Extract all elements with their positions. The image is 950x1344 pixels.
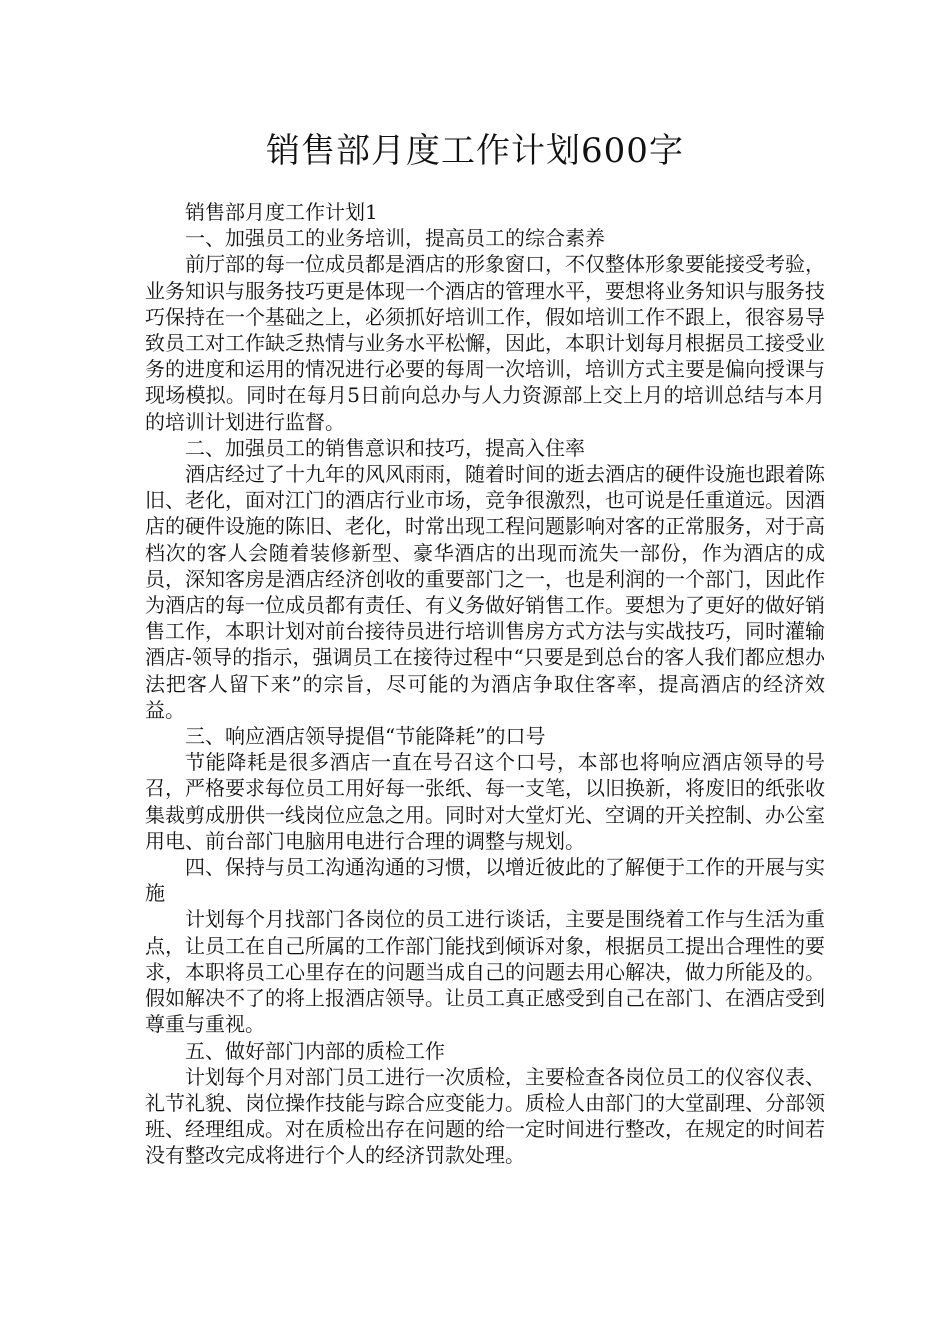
paragraph-3: 节能降耗是很多酒店一直在号召这个口号，本部也将响应酒店领导的号召，严格要求每位员工用好每一张纸、每一支笔，以旧换新，将废旧的纸张收集裁剪成册供一线岗位应急之用。同时对大堂灯光、空调的开关控制、办公室用电、前台部门电脑用电进行合理的调整与规划。	[145, 750, 825, 853]
section-heading-3: 三、响应酒店领导提倡“节能降耗”的口号	[185, 724, 546, 749]
paragraph-4: 计划每个月找部门各岗位的员工进行谈话，主要是围绕着工作与生活为重点，让员工在自己所属的工作部门能找到倾诉对象，根据员工提出合理性的要求，本职将员工心里存在的问题当成自己的问题去用心解决，做力所能及的。假如解决不了的将上报酒店领导。让员工真正感受到自己在部门、在酒店受到尊重与重视。	[145, 907, 825, 1037]
paragraph-subtitle: 销售部月度工作计划1	[185, 200, 378, 224]
section-heading-4: 四、保持与员工沟通沟通的习惯，以增近彼此的了解便于工作的开展与实施	[145, 855, 825, 906]
paragraph-2: 酒店经过了十九年的风风雨雨，随着时间的逝去酒店的硬件设施也跟着陈旧、老化，面对江门的酒店行业市场，竞争很激烈，也可说是任重道远。因酒店的硬件设施的陈旧、老化，时常出现工程问题影响对客的正常服务，对于高档次的客人会随着装修新型、豪华酒店的出现而流失一部份，作为酒店的成员，深知客房是酒店经济创收的重要部门之一，也是利润的一个部门，因此作为酒店的每一位成员都有责任、有义务做好销售工作。要想为了更好的做好销售工作，本职计划对前台接待员进行培训售房方式方法与实战技巧，同时灌输酒店-领导的指示，强调员工在接待过程中“只要是到总台的客人我们都应想办法把客人留下来”的宗旨，尽可能的为酒店争取住客率，提高酒店的经济效益。	[145, 462, 825, 722]
document-body	[145, 199, 825, 1169]
section-heading-5: 五、做好部门内部的质检工作	[185, 1038, 445, 1063]
section-heading-2: 二、加强员工的销售意识和技巧，提高入住率	[185, 435, 585, 460]
section-heading-1: 一、加强员工的业务培训，提高员工的综合素养	[185, 226, 605, 251]
paragraph-5: 计划每个月对部门员工进行一次质检，主要检查各岗位员工的仪容仪表、礼节礼貌、岗位操作技能与踪合应变能力。质检人由部门的大堂副理、分部领班、经理组成。对在质检出存在问题的给一定时间进行整改，在规定的时间若没有整改完成将进行个人的经济罚款处理。	[145, 1064, 825, 1168]
paragraph-1: 前厅部的每一位成员都是酒店的形象窗口，不仅整体形象要能接受考验，业务知识与服务技巧更是体现一个酒店的管理水平，要想将业务知识与服务技巧保持在一个基础之上，必须抓好培训工作，假如培训工作不跟上，很容易导致员工对工作缺乏热情与业务水平松懈，因此，本职计划每月根据员工接受业务的进度和运用的情况进行必要的每周一次培训，培训方式主要是偏向授课与现场模拟。同时在每月5日前向总办与人力资源部上交上月的培训总结与本月的培训计划进行监督。	[145, 252, 825, 434]
document-title: 销售部月度工作计划600字	[266, 131, 684, 171]
